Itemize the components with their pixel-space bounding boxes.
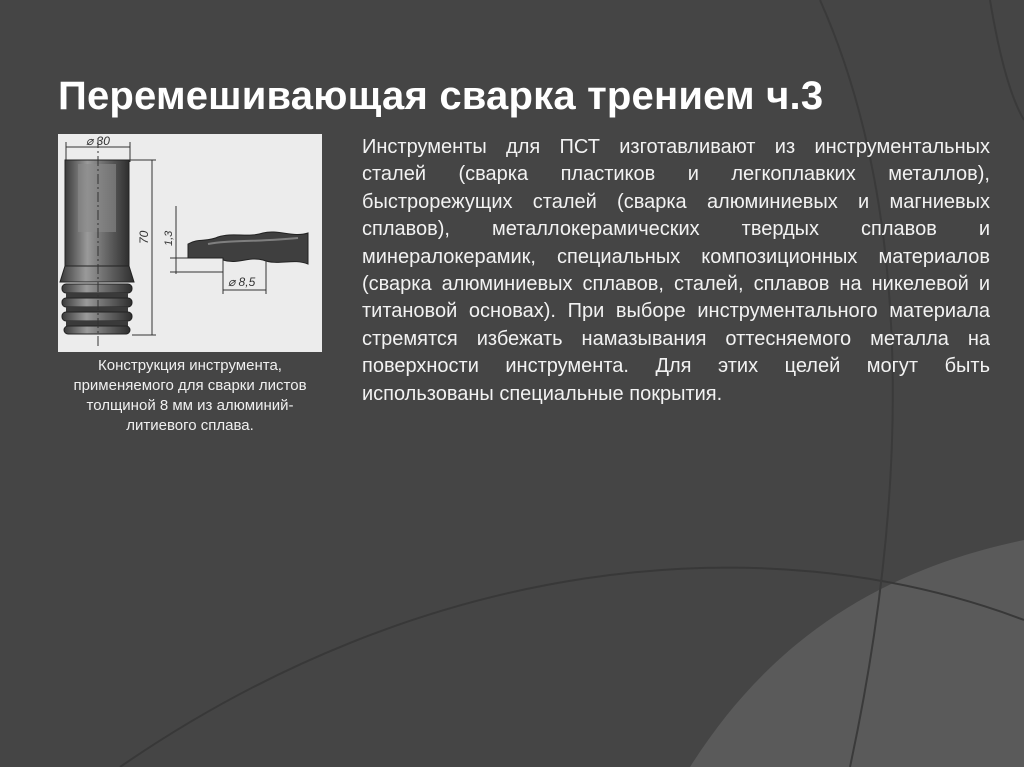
dim-diameter-top: ⌀ 30 (86, 134, 110, 148)
figure-caption: Конструкция инструмента, применяемого для сварки листов толщиной 8 мм из алюминий-литиевого сплава. (73, 357, 307, 434)
dim-height: 70 (137, 230, 151, 244)
tool-drawing-svg (58, 134, 322, 352)
body-paragraph: Инструменты для ПСТ изготавливают из инструментальных сталей (сварка пластиков и легкоплавких металлов), быстрорежущих сталей (сварка алюминиевых и магниевых сплавов), металлокерамических твердых сплавов и минералокерамик, специальных композиционных материалов (сварка алюминиевых сплавов, сталей, сплавов на никелевой и титановой основах). При выборе инструментального материала стремятся избежать намазывания оттесняемого металла на поверхности инструмента. Для этих целей могут быть использованы специальные покрытия. (362, 136, 990, 405)
dim-probe-height: 1,3 (163, 230, 175, 246)
tool-drawing (58, 134, 322, 352)
dim-probe-diameter: ⌀ 8,5 (228, 275, 256, 289)
slide-title: Перемешивающая сварка трением ч.3 (58, 74, 824, 118)
